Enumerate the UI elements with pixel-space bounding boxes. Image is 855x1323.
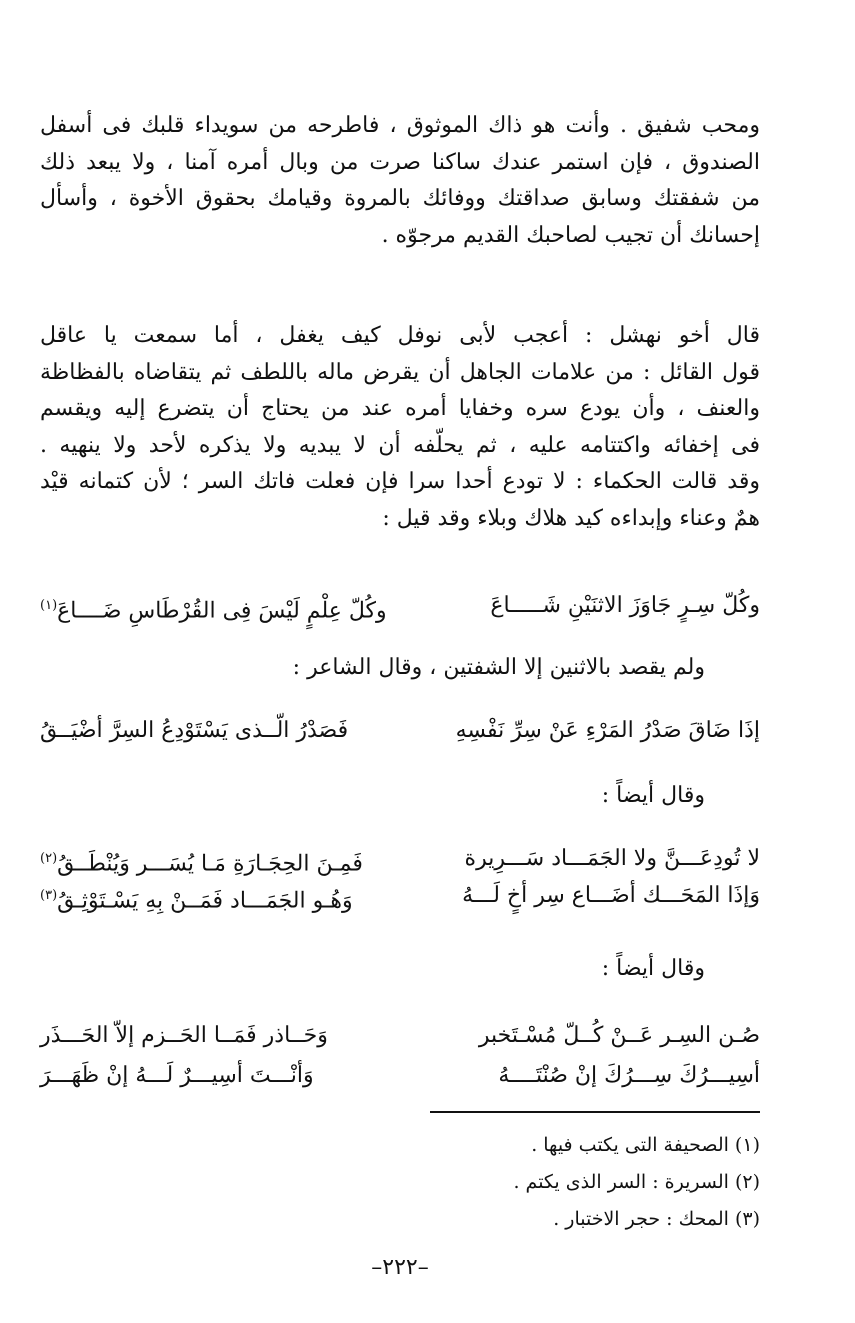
verse-intro: وقال أيضاً : — [601, 956, 705, 981]
paragraph-2 — [40, 318, 760, 537]
verse-intro: وقال أيضاً : — [601, 783, 705, 808]
text-line: الصندوق ، فإن استمر عندك ساكنا صرت من وبال أمره آمنا ، ولا يبعد ذلك — [40, 149, 760, 175]
verse-first-hemistich: وكُلّ سِـرٍ جَاوَزَ الاثنَيْنِ شَـــــاعَ — [490, 593, 760, 618]
verse-second-hemistich: وَهُـو الجَمَـــاد فَمَــنْ بِهِ يَسْـتَوْثِـقُ$^{(٣)}$ — [40, 888, 353, 914]
verse-first-hemistich: أسِيـــرُكَ سِـــرُكَ إنْ صُنْتَــــهُ — [498, 1063, 760, 1088]
verse-first-hemistich: إذَا ضَاقَ صَدْرُ المَرْءِ عَنْ سِرِّ نَفْسِهِ — [455, 718, 760, 743]
text-line: قال أخو نهشل : أعجب لأبى نوفل كيف يغفل ، أما سمعت يا عاقل — [40, 323, 760, 348]
footnote-divider — [430, 1111, 760, 1113]
verse-1 — [40, 588, 760, 624]
footnote: (٢) السريرة : السر الذى يكتم . — [513, 1171, 760, 1193]
verse-5 — [40, 1018, 760, 1054]
footnote: (٣) المحك : حجر الاختبار . — [553, 1208, 760, 1230]
verse-4 — [40, 878, 760, 914]
verse-second-hemistich: فَمِـنَ الحِجَـارَةِ مَـا يُسَـــر وَيُنْطَــقُ$^{(٢)}$ — [40, 851, 363, 877]
verse-second-hemistich: وكُلّ عِلْمٍ لَيْسَ فِى القُرْطَاسِ ضَــــاعَ$^{(١)}$ — [40, 598, 387, 624]
footnote-ref: (٣) — [40, 888, 58, 903]
text-line: فى إخفائه واكتتامه عليه ، ثم يحلّفه أن لا يبديه ولا يذكره لأحد ولا ينهيه . — [40, 432, 760, 458]
text-line: قول القائل : من علامات الجاهل أن يقرض ماله باللطف ثم يتقاضاه بالفظاظة — [40, 359, 760, 385]
verse-second-hemistich: وَحَــاذر فَمَــا الحَــزم إلاّ الحَـــذَر — [40, 1023, 328, 1048]
verse-first-hemistich: وَإذَا المَحَـــك أضَـــاع سِر أخٍ لَـــهُ — [462, 883, 760, 908]
footnote: (١) الصحيفة التى يكتب فيها . — [531, 1134, 760, 1156]
verse-second-hemistich: وَأنْـــتَ أسِيـــرٌ لَـــهُ إنْ ظَهَـــرَ — [40, 1063, 314, 1088]
verse-intro: ولم يقصد بالاثنين إلا الشفتين ، وقال الشاعر : — [292, 655, 705, 680]
verse-first-hemistich: لا تُودِعَـــنَّ ولا الجَمَـــاد سَـــرِيرة — [464, 846, 760, 871]
paragraph-1 — [40, 108, 760, 254]
text-line: إحسانك أن تجيب لصاحبك القديم مرجوّه . — [381, 222, 760, 248]
verse-first-hemistich: صُـن السِـر عَــنْ كُــلّ مُسْـتَخبر — [478, 1023, 760, 1048]
footnote-ref: (٢) — [40, 851, 58, 866]
page-number: –٢٢٢– — [371, 1255, 429, 1280]
verse-6 — [40, 1058, 760, 1094]
text-line: وقد قالت الحكماء : لا تودع أحدا سرا فإن فعلت فاتك السر ؛ لأن كتمانه قيْد — [40, 469, 760, 494]
verse-3 — [40, 841, 760, 877]
text-line: والعنف ، وأن يودع سره وخفايا أمره عند من يحتاج أن يتضرع إليه ويقسم — [40, 396, 760, 421]
page-body — [40, 108, 760, 1283]
text-line: همٌ وعناء وإبداءه كيد هلاك وبلاء وقد قيل : — [382, 505, 760, 531]
verse-second-hemistich: فَصَدْرُ الّــذى يَسْتَوْدِعُ السِرَّ أضْيَــقُ — [40, 718, 349, 743]
text-line: من شفقتك وسابق صداقتك ووفائك بالمروة وقيامك بحقوق الأخوة ، وأسأل — [40, 186, 760, 211]
text-line: ومحب شفيق . وأنت هو ذاك الموثوق ، فاطرحه من سويداء قلبك فى أسفل — [40, 113, 760, 138]
verse-2 — [40, 713, 760, 749]
footnote-ref: (١) — [40, 598, 58, 613]
